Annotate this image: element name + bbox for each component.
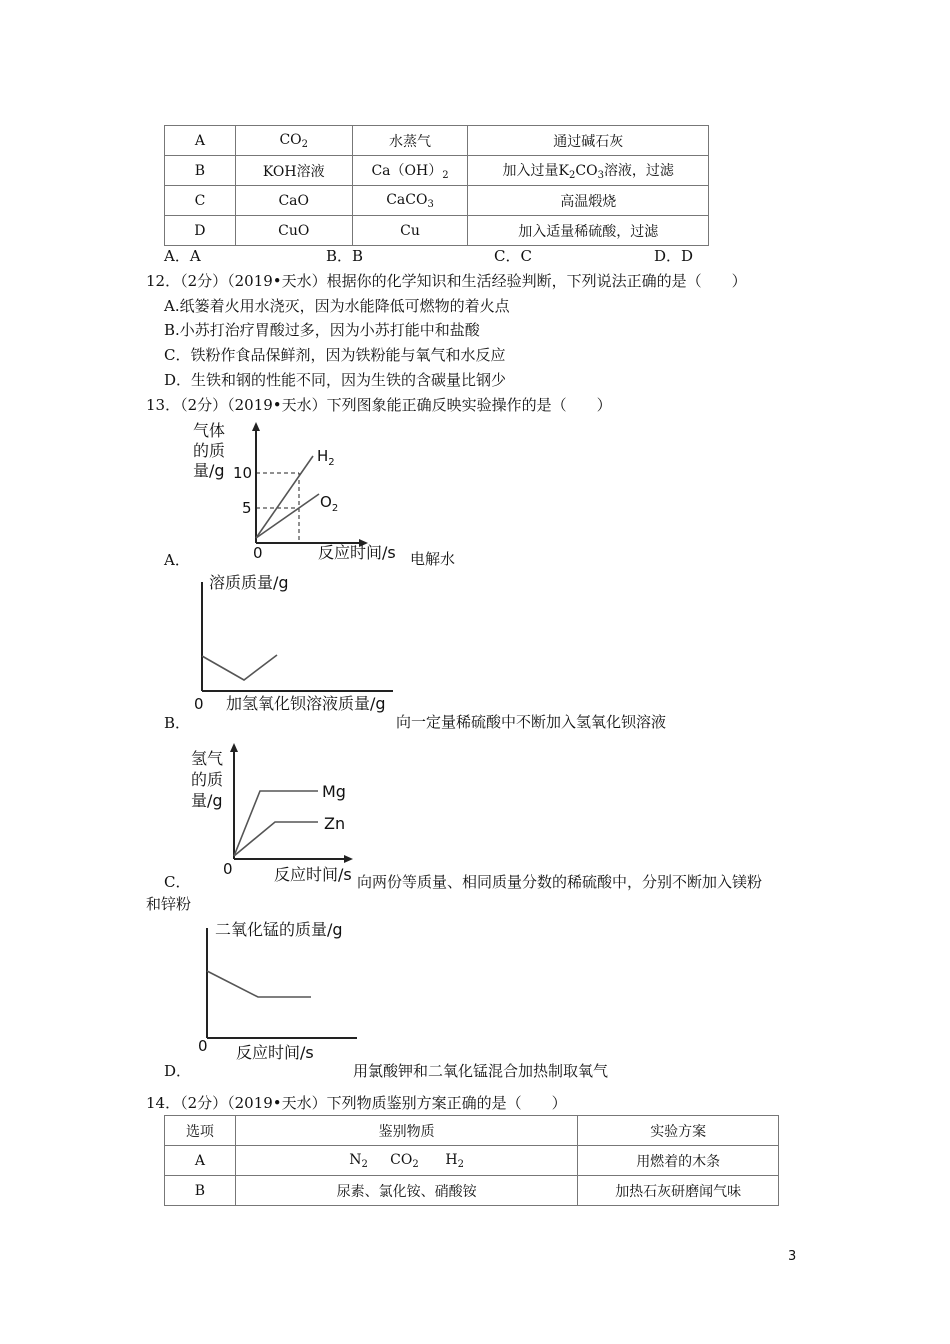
- q13-a-label: A．: [164, 551, 190, 569]
- graph-c-x-arrow: [344, 855, 353, 863]
- q13-a-caption: 电解水: [410, 550, 456, 568]
- table-cell: 加热石灰研磨闻气味: [578, 1176, 779, 1206]
- table-row: [165, 126, 709, 156]
- table-cell: A: [165, 1146, 236, 1176]
- table-cell: 尿素、氯化铵、硝酸铵: [235, 1176, 578, 1206]
- graph-a: [185, 418, 425, 568]
- graph-c-line-zn: [234, 822, 318, 856]
- q13-c-caption: 向两份等质量、相同质量分数的稀硫酸中，分别不断加入镁粉: [357, 873, 763, 891]
- q12-stem: 12．（2分）（2019•天水）根据你的化学知识和生活经验判断，下列说法正确的是（ ）: [146, 272, 747, 290]
- graph-c-series-zn: Zn: [324, 814, 346, 833]
- graph-a-series-o2: $O_2$: [320, 493, 339, 514]
- graph-c-xlabel: 反应时间/s: [274, 865, 352, 884]
- table-cell: 高温煅烧: [468, 186, 709, 216]
- table-cell: D: [165, 216, 236, 246]
- graph-a-tick-5: 5: [242, 499, 252, 517]
- table-cell: 用燃着的木条: [578, 1146, 779, 1176]
- q12-option-a: A.纸篓着火用水浇灭，因为水能降低可燃物的着火点: [164, 297, 510, 315]
- q11-table: [164, 125, 709, 246]
- table-cell: $CO_2$: [235, 126, 352, 156]
- table-cell: $Ca(OH)_2$: [352, 156, 468, 186]
- graph-a-ylabel-1: 气体: [193, 421, 226, 440]
- graph-a-xlabel: 反应时间/s: [318, 543, 396, 562]
- graph-a-y-arrow: [252, 422, 260, 431]
- q13-b-label: B．: [164, 714, 191, 732]
- choice-c: C．C: [494, 247, 532, 265]
- table-cell: A: [165, 126, 236, 156]
- choice-a: A．A: [164, 247, 201, 265]
- table-row: [165, 156, 709, 186]
- graph-b-origin: 0: [194, 695, 204, 713]
- table-header: 鉴别物质: [235, 1116, 578, 1146]
- table-cell: 通过碱石灰: [468, 126, 709, 156]
- table-cell: 加入适量稀硫酸，过滤: [468, 216, 709, 246]
- table-cell: CuO: [235, 216, 352, 246]
- q13-d-caption: 用氯酸钾和二氧化锰混合加热制取氧气: [353, 1062, 609, 1080]
- table-cell: B: [165, 1176, 236, 1206]
- graph-b: [185, 568, 405, 718]
- table-header: 实验方案: [578, 1116, 779, 1146]
- table-row: [165, 1146, 779, 1176]
- page-number: 3: [788, 1249, 797, 1264]
- graph-d-origin: 0: [198, 1037, 208, 1055]
- graph-a-ylabel-3: 量/g: [193, 461, 225, 480]
- table-cell: 加入过量$K_2CO_3$溶液，过滤: [468, 156, 709, 186]
- graph-c-origin: 0: [223, 860, 233, 878]
- table-header: 选项: [165, 1116, 236, 1146]
- q14-stem: 14．（2分）（2019•天水）下列物质鉴别方案正确的是（ ）: [146, 1094, 567, 1112]
- table-cell: KOH溶液: [235, 156, 352, 186]
- graph-a-series-h2: $H_2$: [317, 447, 335, 468]
- table-row: [165, 216, 709, 246]
- graph-a-ylabel-2: 的质: [193, 441, 226, 460]
- table-cell: C: [165, 186, 236, 216]
- table-cell: CaCO$_3$: [352, 186, 468, 216]
- graph-d-line: [207, 971, 311, 997]
- graph-a-line-h2: [256, 456, 313, 538]
- table-cell: 水蒸气: [352, 126, 468, 156]
- q13-stem: 13．（2分）（2019•天水）下列图象能正确反映实验操作的是（ ）: [146, 396, 612, 414]
- q13-d-label: D．: [164, 1062, 192, 1080]
- choice-d: D．D: [654, 247, 694, 265]
- graph-d-xlabel: 反应时间/s: [236, 1043, 314, 1062]
- table-cell: CaO: [235, 186, 352, 216]
- graph-c-series-mg: Mg: [322, 782, 346, 801]
- graph-d: [185, 914, 385, 1064]
- q13-b-caption: 向一定量稀硫酸中不断加入氢氧化钡溶液: [396, 713, 667, 731]
- table-row: [165, 186, 709, 216]
- table-cell: $N_2$ $CO_2$ $H_2$: [235, 1146, 578, 1176]
- graph-c-ylabel-3: 量/g: [191, 791, 223, 810]
- graph-a-origin: 0: [253, 544, 263, 562]
- choice-b: B．B: [326, 247, 364, 265]
- graph-b-xlabel: 加氢氧化钡溶液质量/g: [226, 694, 386, 713]
- table-header-row: [165, 1116, 779, 1146]
- graph-c-y-arrow: [230, 743, 238, 752]
- table-cell: Cu: [352, 216, 468, 246]
- table-row: [165, 1176, 779, 1206]
- graph-b-ylabel: 溶质质量/g: [209, 573, 289, 592]
- q12-option-c: C．铁粉作食品保鲜剂，因为铁粉能与氧气和水反应: [164, 346, 506, 364]
- q12-option-b: B.小苏打治疗胃酸过多，因为小苏打能中和盐酸: [164, 321, 480, 339]
- graph-a-tick-10: 10: [233, 464, 253, 482]
- q13-c-caption-continued: 和锌粉: [146, 895, 192, 913]
- table-cell: B: [165, 156, 236, 186]
- graph-d-ylabel: 二氧化锰的质量/g: [215, 920, 343, 939]
- q13-c-label: C．: [164, 873, 191, 891]
- graph-c-ylabel-2: 的质: [191, 770, 224, 789]
- graph-a-line-o2: [256, 494, 319, 538]
- graph-b-line: [202, 655, 277, 680]
- q14-table: [164, 1115, 779, 1206]
- graph-c-ylabel-1: 氢气: [191, 749, 224, 768]
- q12-option-d: D．生铁和钢的性能不同，因为生铁的含碳量比钢少: [164, 371, 507, 389]
